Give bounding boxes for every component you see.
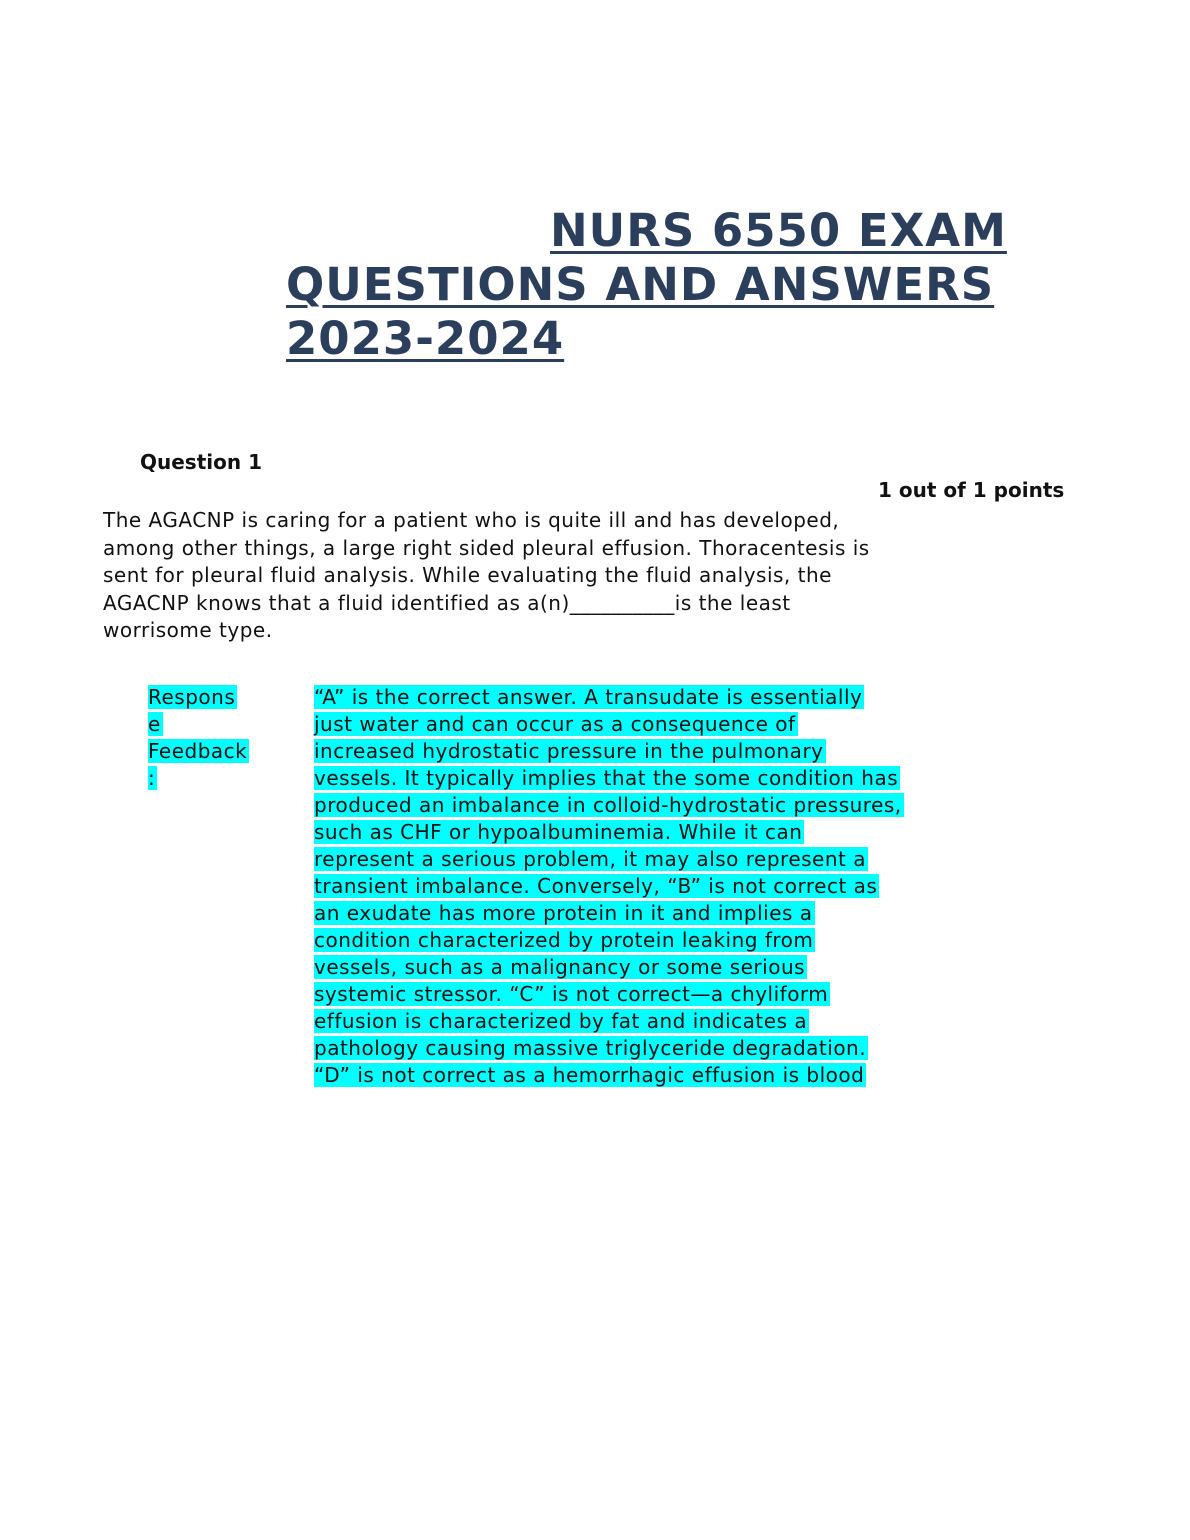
question-points: 1 out of 1 points [878, 478, 1065, 502]
document-title-line-1: NURS 6550 EXAM [550, 204, 1007, 257]
question-text-line: worrisome type. [103, 618, 273, 642]
feedback-text-line: an exudate has more protein in it and implies a [314, 901, 813, 925]
feedback-text-line: systemic stressor. “C” is not correct—a chyliform [314, 982, 829, 1006]
feedback-label-line: e [148, 712, 161, 736]
feedback-text-line: “D” is not correct as a hemorrhagic effusion is blood [314, 1063, 865, 1087]
feedback-text-line: vessels. It typically implies that the some condition has [314, 766, 899, 790]
feedback-text-line: just water and can occur as a consequence of [314, 712, 796, 736]
response-feedback-label [148, 684, 263, 792]
feedback-text-line: increased hydrostatic pressure in the pulmonary [314, 739, 824, 763]
feedback-text-line: vessels, such as a malignancy or some serious [314, 955, 806, 979]
question-text-line: sent for pleural fluid analysis. While evaluating the fluid analysis, the [103, 563, 832, 587]
question-text-line: among other things, a large right sided pleural effusion. Thoracentesis is [103, 535, 870, 560]
question-text-line: The AGACNP is caring for a patient who is quite ill and has developed, [103, 508, 840, 532]
feedback-label-line: Respons [148, 685, 236, 709]
document-title-line-2: QUESTIONS AND ANSWERS [286, 258, 995, 311]
feedback-text-line: produced an imbalance in colloid-hydrostatic pressures, [314, 793, 902, 817]
feedback-text-line: “A” is the correct answer. A transudate is essentially [314, 685, 863, 709]
document-title-line-3: 2023-2024 [286, 312, 565, 365]
feedback-text-line: effusion is characterized by fat and indicates a [314, 1009, 808, 1033]
feedback-text-line: such as CHF or hypoalbuminemia. While it can [314, 820, 803, 844]
question-label: Question 1 [140, 450, 262, 474]
feedback-text-line: condition characterized by protein leaking from [314, 928, 814, 952]
question-text-line: AGACNP knows that a fluid identified as a(n)__________is the least [103, 590, 791, 615]
feedback-text-line: represent a serious problem, it may also represent a [314, 847, 866, 871]
feedback-text-line: pathology causing massive triglyceride degradation. [314, 1036, 867, 1060]
response-feedback-text [314, 684, 974, 1089]
feedback-text-line: transient imbalance. Conversely, “B” is not correct as [314, 874, 878, 898]
feedback-label-line: : [148, 766, 156, 790]
question-text [103, 507, 983, 645]
feedback-label-line: Feedback [148, 739, 248, 763]
